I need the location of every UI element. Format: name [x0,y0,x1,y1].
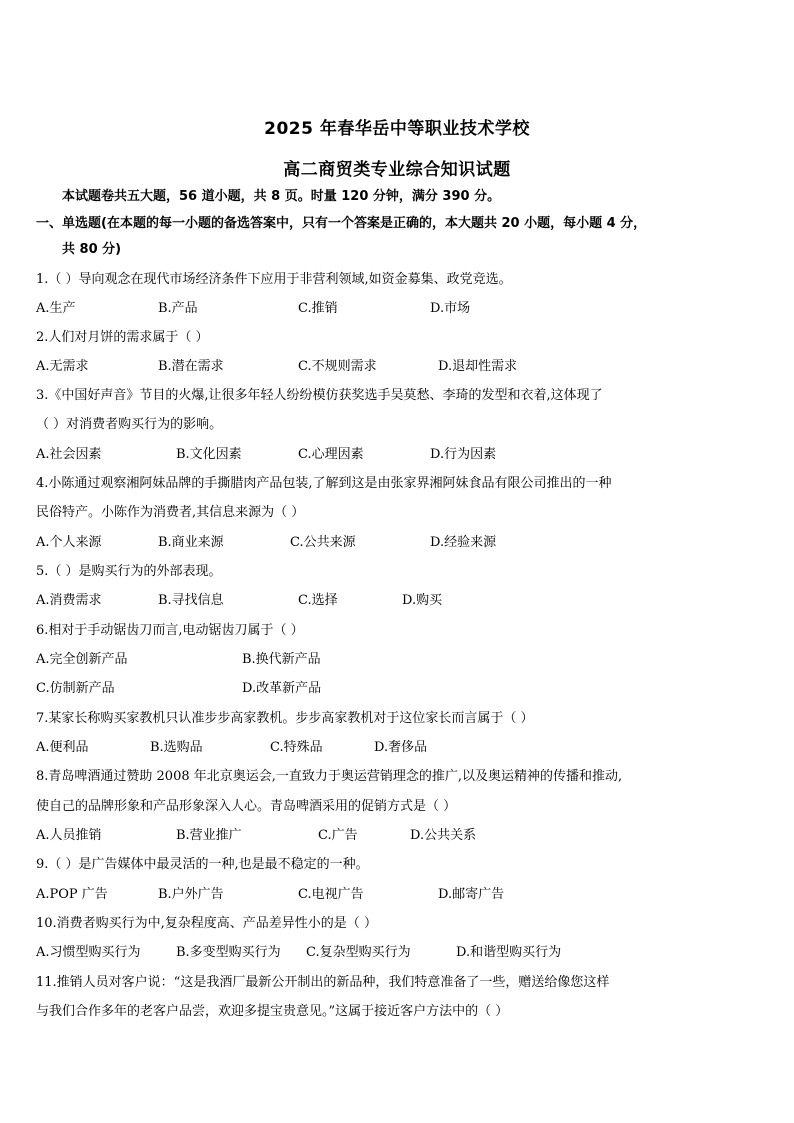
section-heading-continued: 共 80 分) [62,242,122,257]
question-2-option-c: C.不规则需求 [298,359,377,374]
question-7-option-a: A.便利品 [36,740,89,755]
question-7-option-d: D.奢侈品 [374,740,428,755]
question-5-option-b: B.寻找信息 [158,593,224,608]
question-1-option-d: D.市场 [430,301,471,316]
question-1-option-b: B.产品 [158,301,198,316]
question-10-option-a: A.习惯型购买行为 [36,945,141,960]
question-5-stem: 5.（ ）是购买行为的外部表现。 [36,564,222,579]
question-7-option-b: B.选购品 [150,740,203,755]
question-8-option-a: A.人员推销 [36,828,102,843]
question-6-option-c: C.仿制新产品 [36,681,115,696]
question-4-option-d: D.经验来源 [430,535,497,550]
question-8-option-d: D.公共关系 [410,828,477,843]
question-10-option-d: D.和谐型购买行为 [456,945,562,960]
question-2-option-a: A.无需求 [36,359,89,374]
question-2-stem: 2.人们对月饼的需求属于（ ） [36,330,209,345]
exam-instructions: 本试题卷共五大题，56 道小题，共 8 页。时量 120 分钟，满分 390 分。 [62,189,501,204]
school-title: 2025 年春华岳中等职业技术学校 [264,119,530,139]
question-4-option-b: B.商业来源 [158,535,224,550]
question-6-option-d: D.改革新产品 [242,681,322,696]
question-9-stem: 9.（ ）是广告媒体中最灵活的一种,也是最不稳定的一种。 [36,857,369,872]
question-8-stem: 8.青岛啤酒通过赞助 2008 年北京奥运会,一直致力于奥运营销理念的推广,以及奥运精神的传播和推动, [36,769,623,784]
question-5-option-a: A.消费需求 [36,593,102,608]
question-3-option-b: B.文化因素 [176,447,242,462]
question-8-option-c: C.广告 [318,828,358,843]
question-6-option-a: A.完全创新产品 [36,652,128,667]
question-7-option-c: C.特殊品 [270,740,323,755]
question-4-stem-continued: 民俗特产。小陈作为消费者,其信息来源为（ ） [36,505,305,520]
question-5-option-c: C.选择 [298,593,338,608]
question-5-option-d: D.购买 [402,593,443,608]
question-11-stem: 11.推销人员对客户说：“这是我酒厂最新公开制出的新品种，我们特意准备了一些，赠送给像您这样 [36,975,610,990]
question-7-stem: 7.某家长称购买家教机只认准步步高家教机。步步高家教机对于这位家长而言属于（ ） [36,711,534,726]
question-8-stem-continued: 使自己的品牌形象和产品形象深入人心。青岛啤酒采用的促销方式是（ ） [36,799,457,814]
question-9-option-a: A.POP 广告 [36,887,108,902]
question-9-option-d: D.邮寄广告 [438,887,505,902]
question-9-option-b: B.户外广告 [158,887,224,902]
question-9-option-c: C.电视广告 [298,887,364,902]
question-10-option-b: B.多变型购买行为 [176,945,281,960]
question-10-stem: 10.消费者购买行为中,复杂程度高、产品差异性小的是（ ） [36,916,377,931]
section-heading: 一、单选题(在本题的每一小题的备选答案中，只有一个答案是正确的，本大题共 20 小题，每小题 4 分， [36,216,647,231]
question-2-option-b: B.潜在需求 [158,359,224,374]
question-3-option-d: D.行为因素 [430,447,497,462]
question-8-option-b: B.营业推广 [176,828,242,843]
question-2-option-d: D.退却性需求 [438,359,518,374]
question-6-option-b: B.换代新产品 [242,652,321,667]
question-1-stem: 1.（ ）导向观念在现代市场经济条件下应用于非营利领域,如资金募集、政党竞选。 [36,272,512,287]
question-1-option-a: A.生产 [36,301,76,316]
question-4-option-a: A.个人来源 [36,535,102,550]
question-4-option-c: C.公共来源 [290,535,356,550]
exam-title: 高二商贸类专业综合知识试题 [283,160,511,180]
question-3-stem: 3.《中国好声音》节目的火爆,让很多年轻人纷纷模仿获奖选手吴莫愁、李琦的发型和衣着,这体现了 [36,388,603,403]
question-3-option-c: C.心理因素 [298,447,364,462]
question-10-option-c: C.复杂型购买行为 [306,945,411,960]
question-1-option-c: C.推销 [298,301,338,316]
question-11-stem-continued: 与我们合作多年的老客户品尝，欢迎多提宝贵意见。”这属于接近客户方法中的（ ） [36,1004,509,1019]
question-3-option-a: A.社会因素 [36,447,102,462]
question-6-stem: 6.相对于手动锯齿刀而言,电动锯齿刀属于（ ） [36,623,304,638]
question-3-stem-continued: （ ）对消费者购买行为的影响。 [36,417,223,432]
question-4-stem: 4.小陈通过观察湘阿妹品牌的手撕腊肉产品包装,了解到这是由张家界湘阿妹食品有限公司推出的一种 [36,476,612,491]
